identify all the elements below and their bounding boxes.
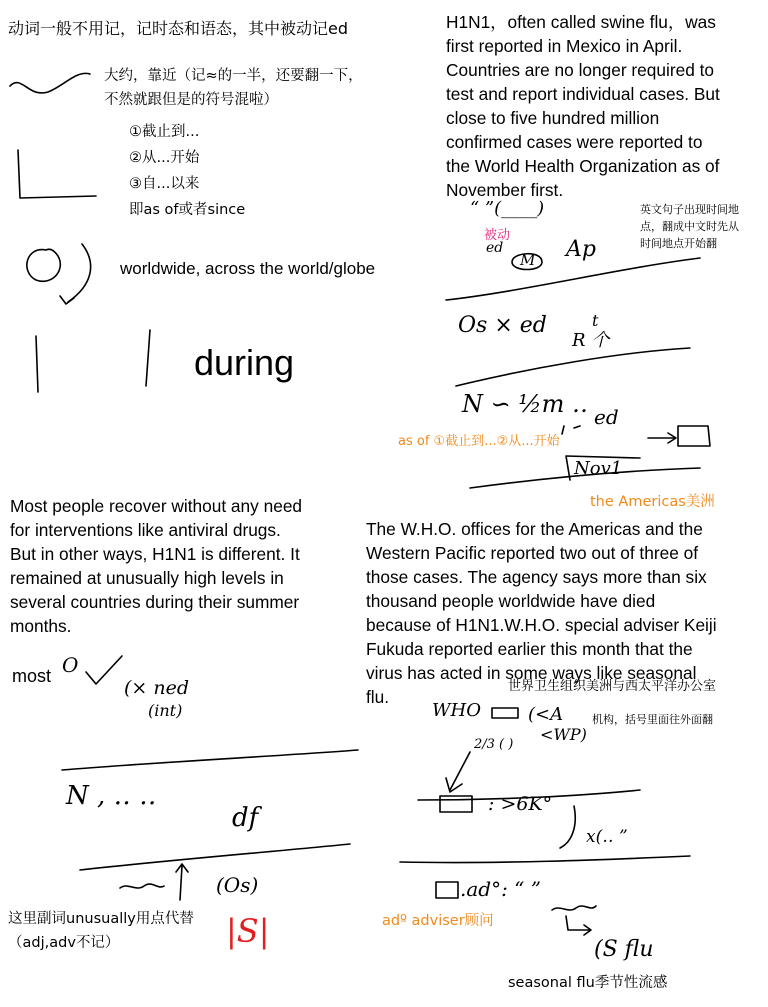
hw-os: (Os) — [216, 873, 259, 897]
hw-a: (<A — [528, 704, 564, 725]
hw-quotes-blank: “ ”(____) — [470, 198, 545, 219]
passage-line: remained at unusually high levels in — [10, 568, 284, 588]
hw-nov1: Nov1 — [574, 458, 623, 479]
passage-line: confirmed cases were reported to — [446, 132, 703, 152]
passage-line: Countries are no longer required to — [446, 60, 715, 80]
hw-who: WHO — [432, 700, 481, 721]
hw-n-comma: N , ‥ ‥ — [66, 781, 157, 811]
wavy-dots — [120, 884, 164, 888]
hw-x-ned: (× ned — [124, 677, 190, 699]
hw-t: t — [592, 311, 599, 330]
passage-line: close to five hundred million — [446, 108, 660, 128]
during-bar-left — [36, 336, 38, 392]
hw-n-half-m: N ∽ ½m ‥ — [462, 390, 589, 418]
hw-x-quote: x(‥ ” — [586, 827, 628, 847]
l-symbol — [18, 150, 96, 198]
note-l-2: ②从...开始 — [129, 150, 200, 166]
hw-ap: Ap — [566, 237, 596, 262]
hw-s-flu: (S flu — [594, 937, 654, 962]
passage-line: But in other ways, H1N1 is different. It — [10, 544, 300, 564]
hw-wp: <WP) — [540, 725, 587, 744]
passage-line: several countries during their summer — [10, 592, 300, 612]
note-time-place-1: 英文句子出现时间地 — [640, 203, 739, 216]
note-worldwide: worldwide, across the world/globe — [120, 259, 376, 278]
note-l-1: ①截止到... — [129, 124, 200, 140]
note-passive: 被动 — [484, 228, 511, 243]
passage-line: virus has acted in some ways like seasonal — [366, 663, 697, 683]
passage-line: The W.H.O. offices for the Americas and the — [366, 519, 703, 539]
passage-line: flu. — [366, 687, 390, 707]
hw-two-thirds: 2/3 ( ) — [474, 737, 514, 752]
hw-ed: ed — [486, 240, 504, 256]
note-unusually-2: （adj,adv不记） — [8, 935, 120, 951]
passage-line: thousand people worldwide have died — [366, 591, 656, 611]
note-time-place-3: 时间地点开始翻 — [640, 237, 717, 250]
note-approx-1: 大约，靠近（记≈的一半，还要翻一下， — [104, 68, 363, 84]
note-unusually-1: 这里副词unusually用点代替 — [8, 911, 194, 927]
circle-arrow-symbol — [27, 249, 60, 281]
during-bar-right — [146, 330, 150, 386]
passage-line: first reported in Mexico in April. — [446, 36, 683, 56]
passage-line: for interventions like antiviral drugs. — [10, 520, 281, 540]
passage-line: those cases. The agency says more than six — [366, 567, 707, 587]
note-most: most — [12, 666, 52, 686]
note-americas: the Americas美洲 — [590, 494, 715, 510]
passage-line: Western Pacific reported two out of three of — [366, 543, 699, 563]
note-org: 机构，括号里面往外面翻 — [592, 713, 713, 726]
note-adviser: adº adviser顾问 — [382, 913, 494, 929]
note-who-office: 世界卫生组织美洲与西太平洋办公室 — [508, 679, 717, 694]
note-seasonal: seasonal flu季节性流感 — [508, 975, 668, 991]
passage-line: the World Health Organization as of — [446, 156, 720, 176]
passage-line: test and report individual cases. But — [446, 84, 720, 104]
passage-line: months. — [10, 616, 72, 636]
passage-line: Most people recover without any need — [10, 496, 303, 516]
hw-s-red: |S| — [226, 912, 270, 950]
hw-theta: O — [62, 653, 79, 677]
passage-who — [366, 517, 717, 709]
approx-symbol — [10, 73, 90, 93]
hw-int: (int) — [148, 701, 183, 720]
hw-ed-2: ed — [594, 405, 619, 429]
hw-m: M — [520, 251, 536, 269]
note-l-4: 即as of或者since — [129, 202, 246, 218]
note-approx-2: 不然就跟但是的符号混啦） — [104, 92, 278, 108]
note-time-place-2: 点，翻成中文时先从 — [640, 220, 739, 233]
hw-ad: .ad°: “ ” — [460, 877, 541, 901]
hw-6k: : >6K° — [488, 793, 553, 815]
note-as-of: as of ①截止到...②从...开始 — [398, 434, 560, 449]
passage-line: because of H1N1.W.H.O. special adviser Keiji — [366, 615, 717, 635]
note-l-3: ③自...以来 — [129, 176, 200, 192]
note-during: during — [194, 342, 295, 383]
hw-os-x-ed: Os × ed — [458, 313, 547, 338]
passage-recover — [10, 494, 302, 638]
passage-line: November first. — [446, 180, 564, 200]
note-header: 动词一般不用记，记时态和语态，其中被动记ed — [8, 19, 349, 38]
hw-r: R 个 — [572, 330, 610, 351]
passage-swine-flu — [446, 10, 720, 202]
passage-line: H1N1，often called swine flu，was — [446, 12, 716, 32]
hw-df: df — [232, 803, 259, 833]
passage-line: Fukuda reported earlier this month that the — [366, 639, 693, 659]
